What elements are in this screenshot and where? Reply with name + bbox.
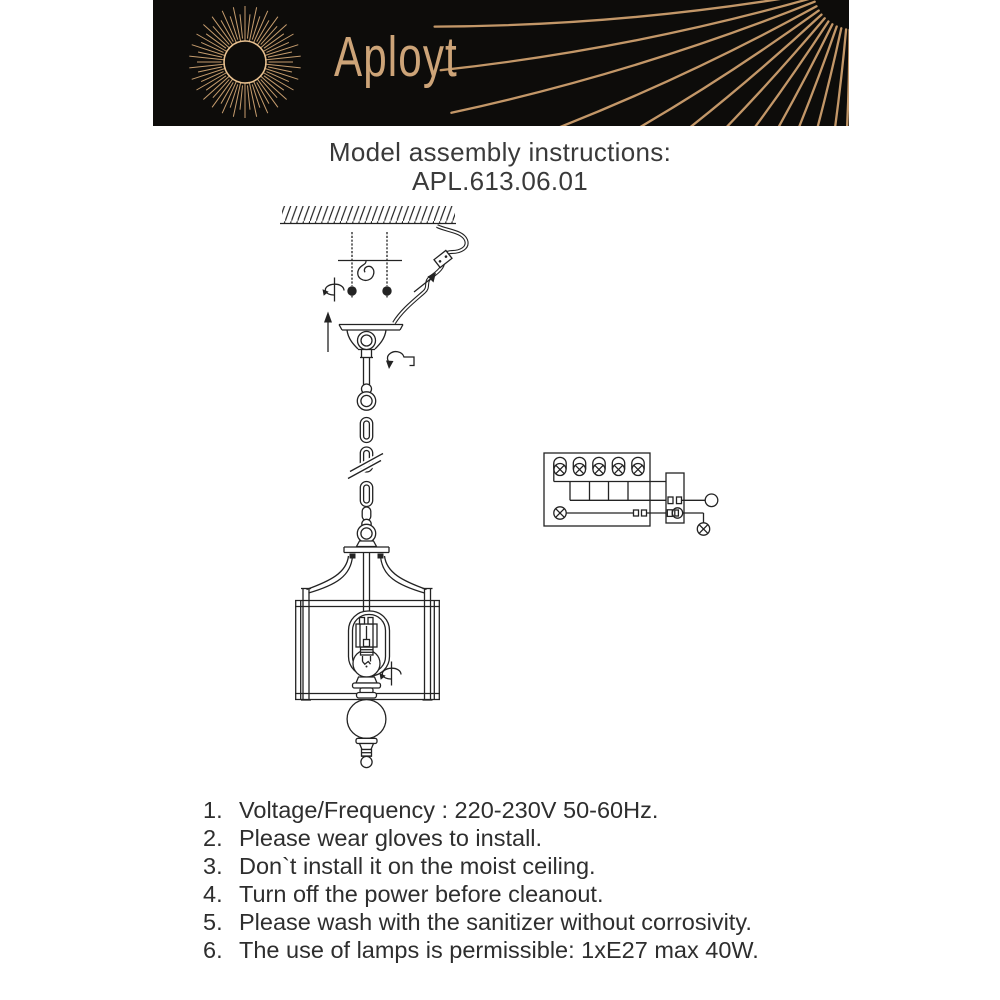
rotate-screw-icon	[323, 278, 345, 302]
list-item	[203, 908, 903, 936]
brand-logotype: Aployt	[334, 25, 458, 89]
item-text: Please wear gloves to install.	[239, 825, 543, 851]
item-text: Voltage/Frequency : 220-230V 50-60Hz.	[239, 797, 659, 823]
mounting-bracket-hook	[338, 261, 402, 281]
hanging-chain	[348, 358, 383, 543]
mounting-screws	[347, 232, 391, 298]
switch-circle-icon	[705, 494, 718, 507]
item-text: The use of lamps is permissible: 1xE27 max 40W.	[239, 937, 759, 963]
chain-break-marks	[348, 454, 383, 479]
ceiling-hatch	[280, 206, 456, 224]
rotate-lock-icon	[386, 352, 414, 369]
wiring-lamp-icons	[554, 457, 644, 475]
wiring-outputs	[682, 494, 718, 535]
page-title: Model assembly instructions:	[328, 137, 672, 167]
item-text: Turn off the power before cleanout.	[239, 881, 604, 907]
wiring-bus	[554, 464, 673, 501]
bulb-screw-base	[361, 647, 374, 655]
ball-ornament	[347, 677, 386, 738]
list-item	[203, 852, 903, 880]
power-wire-connector	[394, 226, 467, 323]
item-text: Don`t install it on the moist ceiling.	[239, 853, 596, 879]
item-number: 6.	[203, 937, 223, 963]
list-item	[203, 824, 903, 852]
list-item	[203, 796, 903, 824]
terminal-block	[666, 473, 684, 523]
item-number: 3.	[203, 853, 223, 879]
wiring-diagram	[544, 453, 718, 535]
model-number: APL.613.06.01	[412, 166, 588, 196]
lamp-socket-and-bulb	[353, 618, 380, 678]
item-text: Please wash with the sanitizer without corrosivity.	[239, 909, 752, 935]
list-item	[203, 936, 903, 964]
glass-ball	[347, 700, 386, 739]
instruction-list	[203, 796, 903, 964]
item-number: 1.	[203, 797, 223, 823]
item-number: 5.	[203, 909, 223, 935]
canopy	[339, 325, 403, 358]
item-number: 2.	[203, 825, 223, 851]
list-item	[203, 880, 903, 908]
finial	[356, 738, 377, 767]
item-number: 4.	[203, 881, 223, 907]
up-arrow-icon	[324, 312, 332, 353]
